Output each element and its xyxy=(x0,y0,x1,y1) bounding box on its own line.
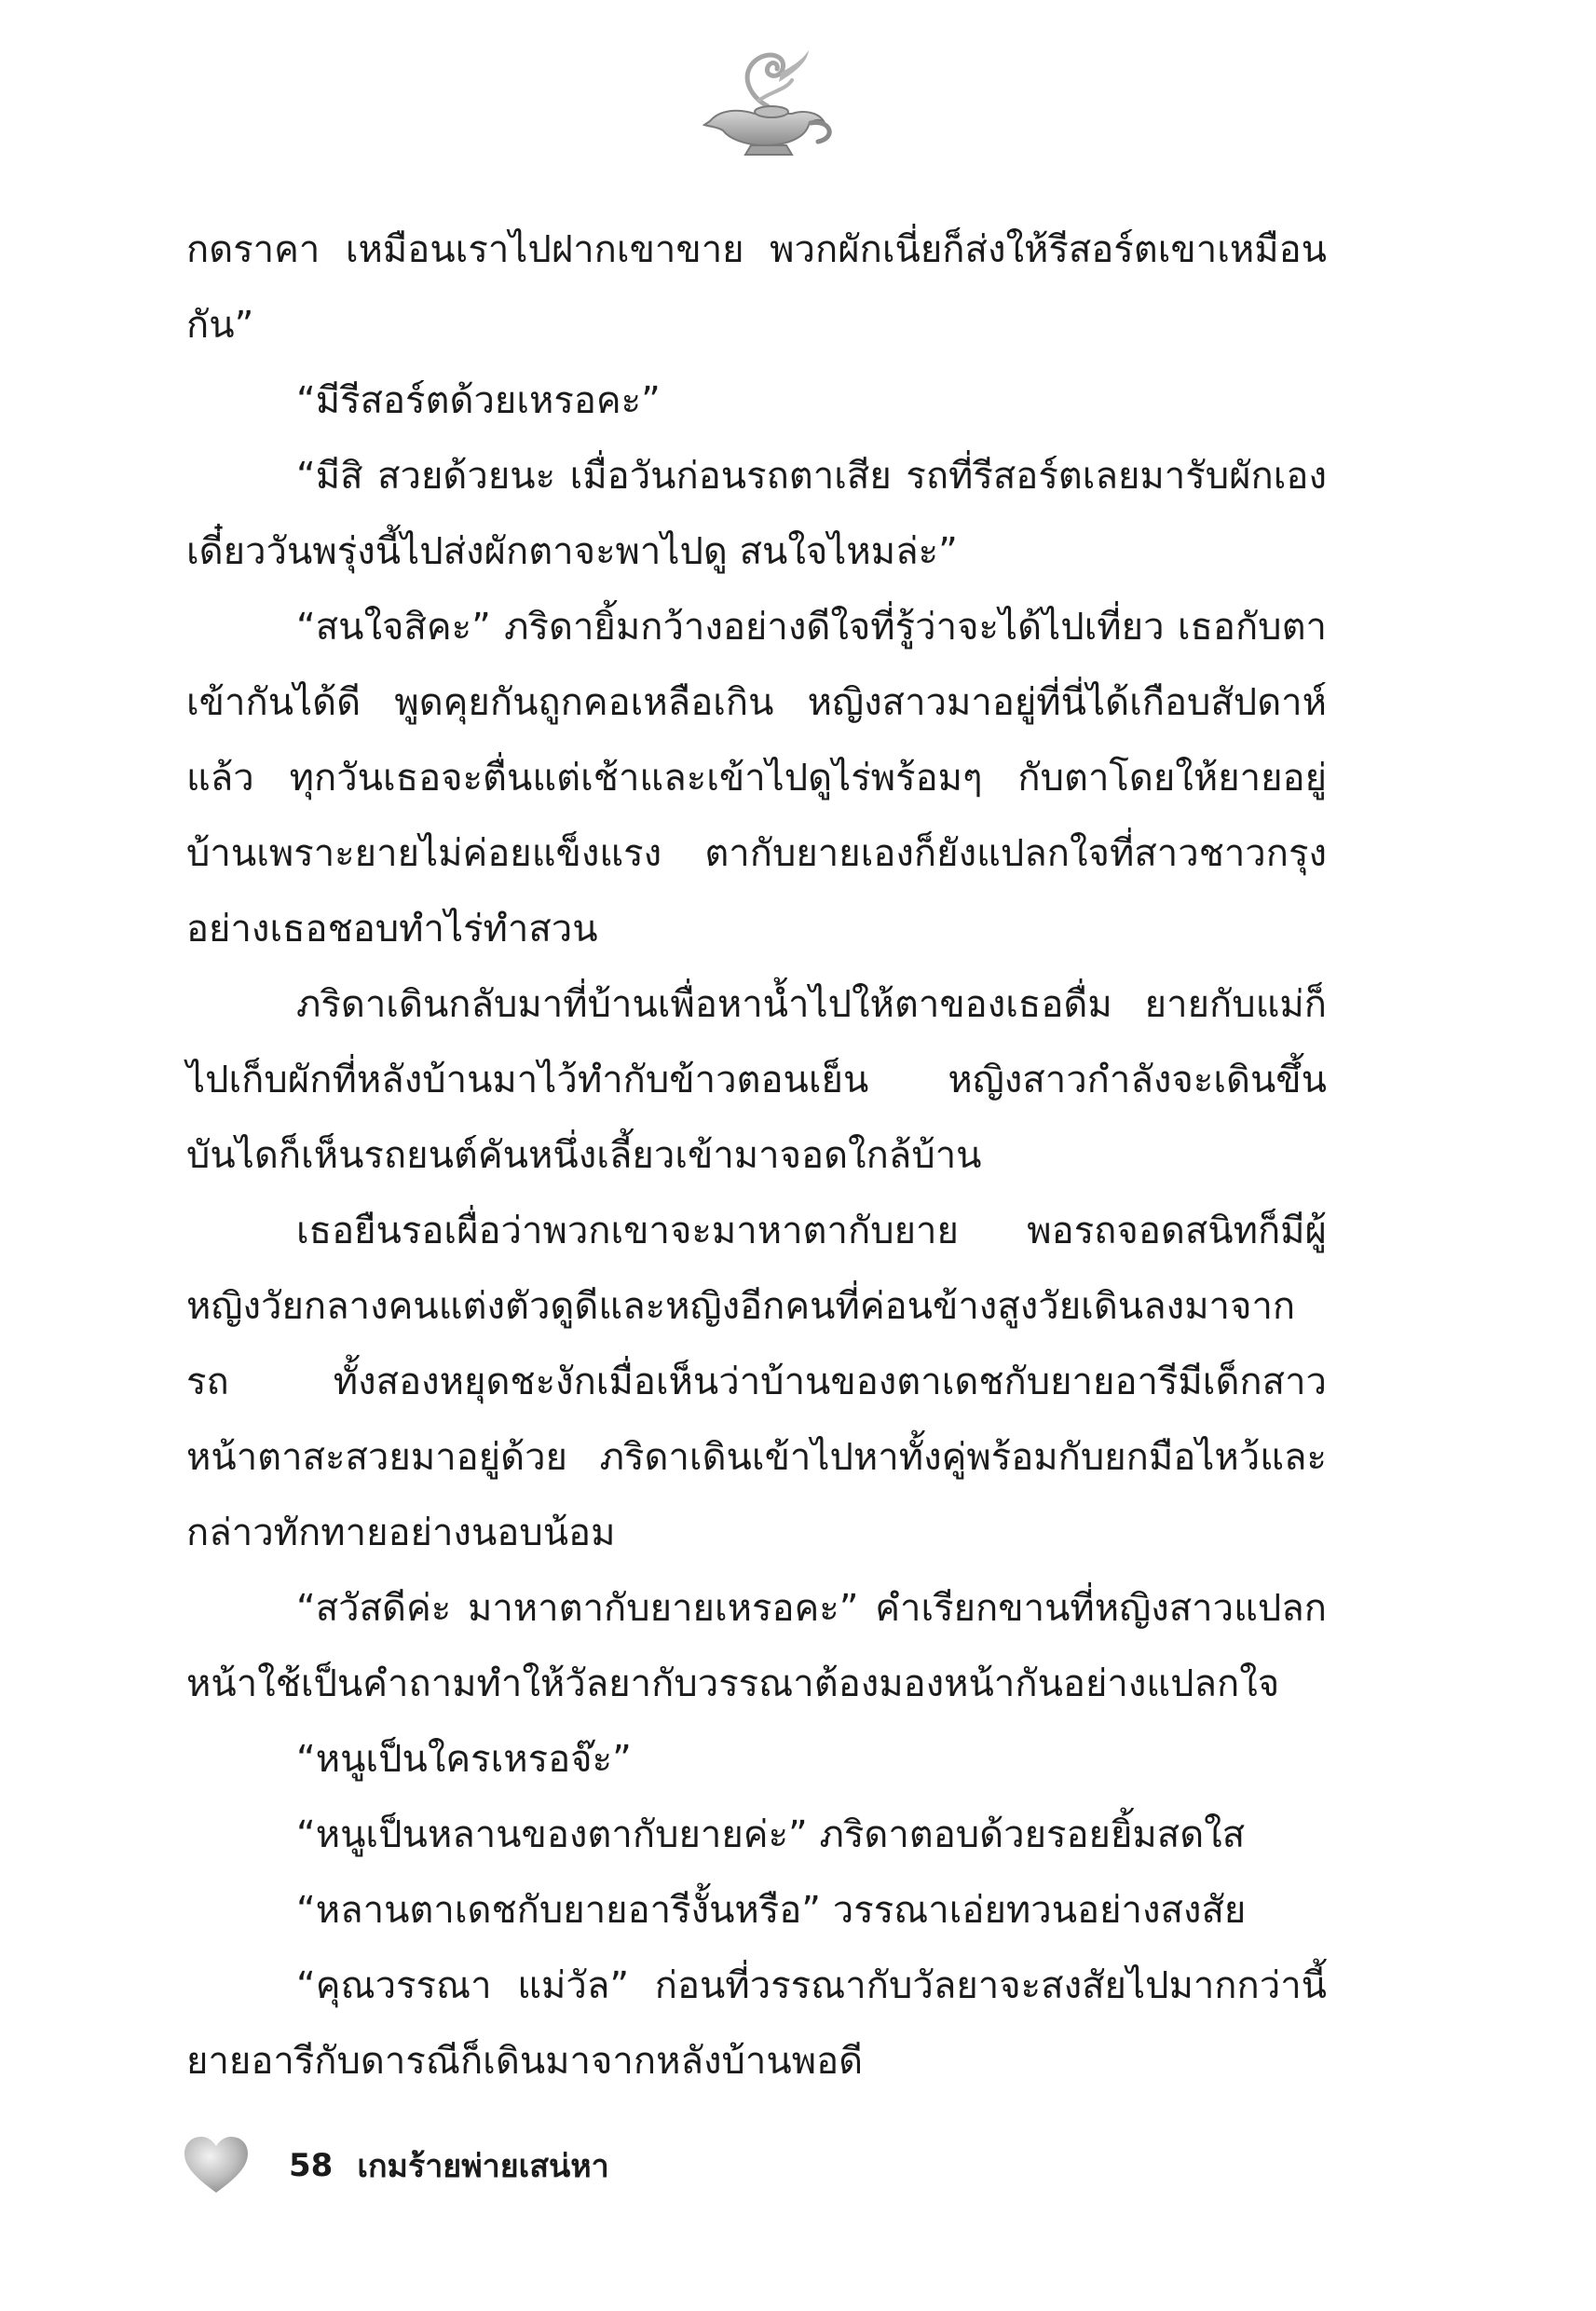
paragraph: “มีสิ สวยด้วยนะ เมื่อวันก่อนรถตาเสีย รถที่รีสอร์ตเลยมารับผักเอง เดี๋ยววันพรุ่งนี้ไปส่งผักตาจะพาไปดู สนใจไหมล่ะ” xyxy=(186,455,1327,573)
paragraph: เธอยืนรอเผื่อว่าพวกเขาจะมาหาตากับยาย พอรถจอดสนิทก็มีผู้หญิงวัยกลางคนแต่งตัวดูดีและหญิงอีกคนที่ค่อนข้างสูงวัยเดินลงมาจากรถ ทั้งสองหยุดชะงักเมื่อเห็นว่าบ้านของตาเดชกับยายอารีมีเด็กสาวหน้าตาสะสวยมาอยู่ด้วย ภริดาเดินเข้าไปหาทั้งคู่พร้อมกับยกมือไหว้และกล่าวทักทายอย่างนอบน้อม xyxy=(186,1210,1327,1554)
chapter-body xyxy=(186,212,1327,2099)
genie-lamp-icon xyxy=(682,45,850,166)
paragraph: “หนูเป็นหลานของตากับยายค่ะ” ภริดาตอบด้วยรอยยิ้มสดใส xyxy=(296,1813,1246,1856)
paragraph: “สนใจสิคะ” ภริดายิ้มกว้างอย่างดีใจที่รู้ว่าจะได้ไปเที่ยว เธอกับตาเข้ากันได้ดี พูดคุยกันถูกคอเหลือเกิน หญิงสาวมาอยู่ที่นี่ได้เกือบสัปดาห์แล้ว ทุกวันเธอจะตื่นแต่เช้าและเข้าไปดูไร่พร้อมๆ กับตาโดยให้ยายอยู่บ้านเพราะยายไม่ค่อยแข็งแรง ตากับยายเองก็ยังแปลกใจที่สาวชาวกรุงอย่างเธอชอบทำไร่ทำสวน xyxy=(186,606,1327,950)
paragraph: ภริดาเดินกลับมาที่บ้านเพื่อหาน้ำไปให้ตาของเธอดื่ม ยายกับแม่ก็ไปเก็บผักที่หลังบ้านมาไว้ทำกับข้าวตอนเย็น หญิงสาวกำลังจะเดินขึ้นบันไดก็เห็นรถยนต์คันหนึ่งเลี้ยวเข้ามาจอดใกล้บ้าน xyxy=(186,983,1327,1177)
page-footer xyxy=(183,2128,609,2203)
paragraph: “มีรีสอร์ตด้วยเหรอคะ” xyxy=(296,379,661,422)
paragraph: “คุณวรรณา แม่วัล” ก่อนที่วรรณากับวัลยาจะสงสัยไปมากกว่านี้ยายอารีกับดารณีก็เดินมาจากหลังบ้านพอดี xyxy=(186,1964,1327,2083)
paragraph: กดราคา เหมือนเราไปฝากเขาขาย พวกผักเนี่ยก็ส่งให้รีสอร์ตเขาเหมือนกัน” xyxy=(186,228,1327,347)
paragraph: “หลานตาเดชกับยายอารีงั้นหรือ” วรรณาเอ่ยทวนอย่างสงสัย xyxy=(296,1889,1247,1932)
heart-icon xyxy=(183,2135,250,2196)
paragraph: “หนูเป็นใครเหรอจ๊ะ” xyxy=(296,1738,632,1781)
book-title: เกมร้ายพ่ายเสน่หา xyxy=(357,2148,609,2185)
page-number: 58 xyxy=(289,2147,334,2184)
paragraph: “สวัสดีค่ะ มาหาตากับยายเหรอคะ” คำเรียกขานที่หญิงสาวแปลกหน้าใช้เป็นคำถามทำให้วัลยากับวรรณาต้องมองหน้ากันอย่างแปลกใจ xyxy=(186,1587,1327,1705)
